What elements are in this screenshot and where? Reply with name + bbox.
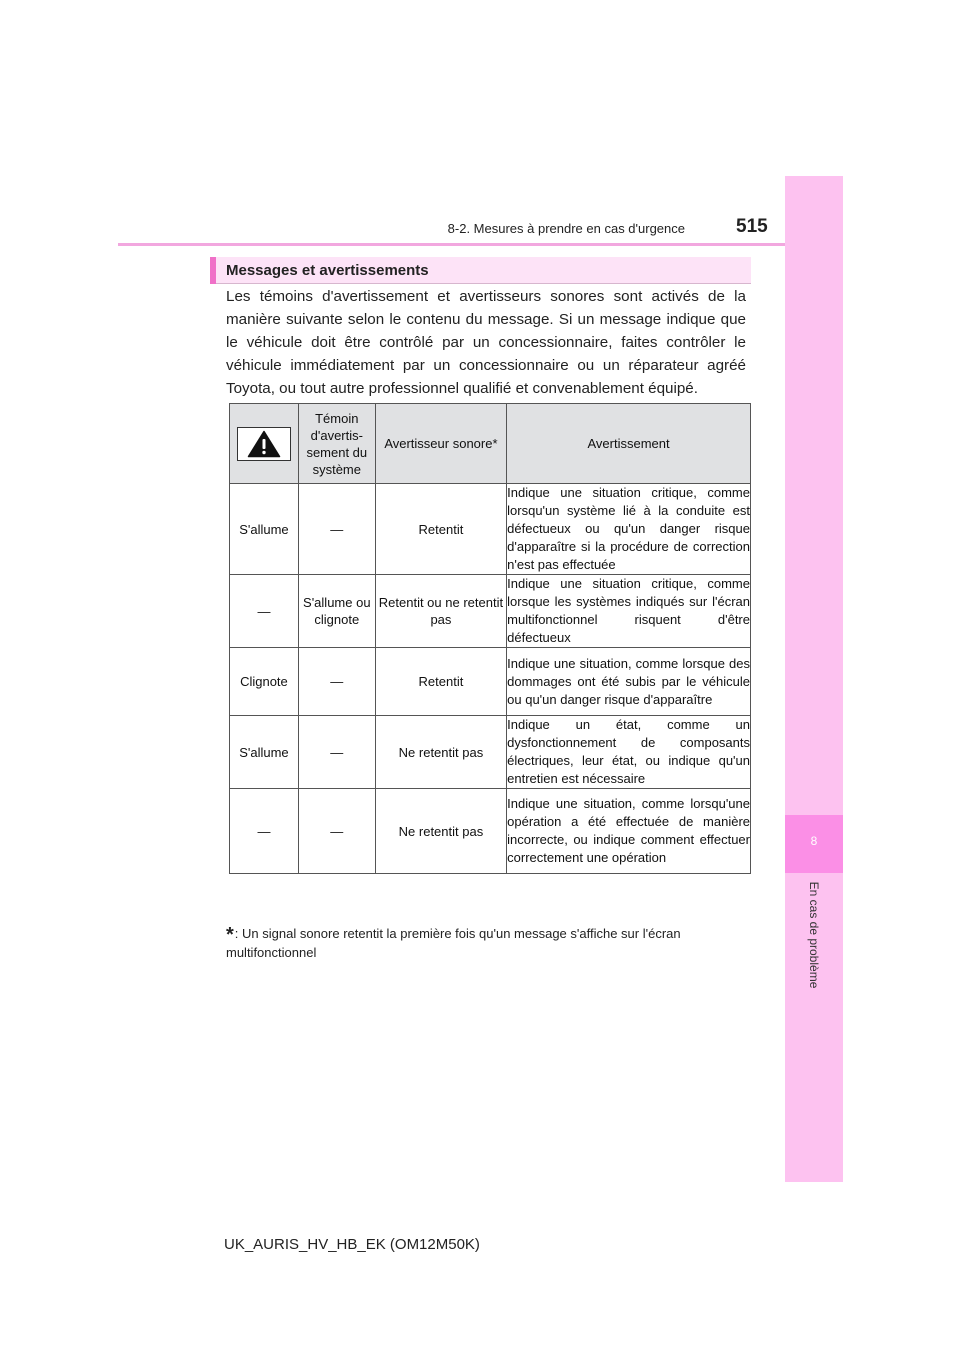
table-header-row xyxy=(230,404,751,484)
cell-master-light: S'allume xyxy=(230,484,299,575)
table-row xyxy=(230,484,751,575)
header-icon-cell xyxy=(230,404,299,484)
cell-system-light: — xyxy=(298,648,375,716)
cell-master-light: Clignote xyxy=(230,648,299,716)
section-title: Messages et avertissements xyxy=(226,262,429,279)
table-row xyxy=(230,648,751,716)
cell-buzzer: Ne retentit pas xyxy=(375,789,506,874)
cell-system-light: — xyxy=(298,484,375,575)
chapter-side-tab xyxy=(785,176,843,1182)
header-system-light: Témoin d'avertis-sement du système xyxy=(298,404,375,484)
cell-master-light: S'allume xyxy=(230,716,299,789)
cell-buzzer: Retentit xyxy=(375,484,506,575)
chapter-title: En cas de problème xyxy=(807,881,821,989)
cell-warning: Indique une situation, comme lorsque des dommages ont été subis par le véhicule ou qu'un danger risque d'apparaître xyxy=(507,648,751,716)
intro-paragraph: Les témoins d'avertissement et avertisseurs sonores sont activés de la manière suivante selon le contenu du message. Si un message indique que le véhicule doit être contrôlé par un concessionnaire, faites contrôler le véhicule immédiatement par un concessionnaire ou un réparateur agréé Toyota, ou tout autre professionnel qualifié et convenablement équipé. xyxy=(226,288,746,397)
cell-warning: Indique une situation, comme lorsqu'une opération a été effectuée de manière incorrecte, ou indique comment effectuer correctement une opération xyxy=(507,789,751,874)
header-warning: Avertissement xyxy=(507,404,751,484)
cell-system-light: S'allume ou clignote xyxy=(298,575,375,648)
cell-master-light: — xyxy=(230,575,299,648)
section-heading-accent xyxy=(210,257,216,284)
section-heading-bar xyxy=(210,257,751,284)
running-header: 8-2. Mesures à prendre en cas d'urgence xyxy=(447,221,685,236)
cell-system-light: — xyxy=(298,716,375,789)
cell-warning: Indique une situation critique, comme lorsque les systèmes indiqués sur l'écran multifonctionnel risquent d'être défectueux xyxy=(507,575,751,648)
page-number: 515 xyxy=(736,216,768,237)
model-code: UK_AURIS_HV_HB_EK (OM12M50K) xyxy=(224,1236,480,1253)
header-buzzer: Avertisseur sonore* xyxy=(375,404,506,484)
header-divider xyxy=(118,243,842,246)
table-row xyxy=(230,789,751,874)
cell-buzzer: Ne retentit pas xyxy=(375,716,506,789)
chapter-number: 8 xyxy=(810,834,818,848)
cell-warning: Indique une situation critique, comme lorsqu'un système lié à la conduite est défectueux ou qu'un danger risque d'apparaître si la procédure de correction n'est pas effectuée xyxy=(507,484,751,575)
cell-master-light: — xyxy=(230,789,299,874)
cell-buzzer: Retentit xyxy=(375,648,506,716)
footnote-text: : Un signal sonore retentit la première fois qu'un message s'affiche sur l'écran multifonctionnel xyxy=(226,926,681,960)
footnote-marker: * xyxy=(226,924,234,946)
cell-buzzer: Retentit ou ne retentit pas xyxy=(375,575,506,648)
warnings-table xyxy=(229,403,751,874)
table-footnote xyxy=(226,925,746,961)
cell-warning: Indique un état, comme un dysfonctionnement de composants électriques, leur état, ou indique qu'un entretien est nécessaire xyxy=(507,716,751,789)
table-row xyxy=(230,575,751,648)
table-row xyxy=(230,716,751,789)
warning-triangle-icon xyxy=(237,427,291,461)
cell-system-light: — xyxy=(298,789,375,874)
